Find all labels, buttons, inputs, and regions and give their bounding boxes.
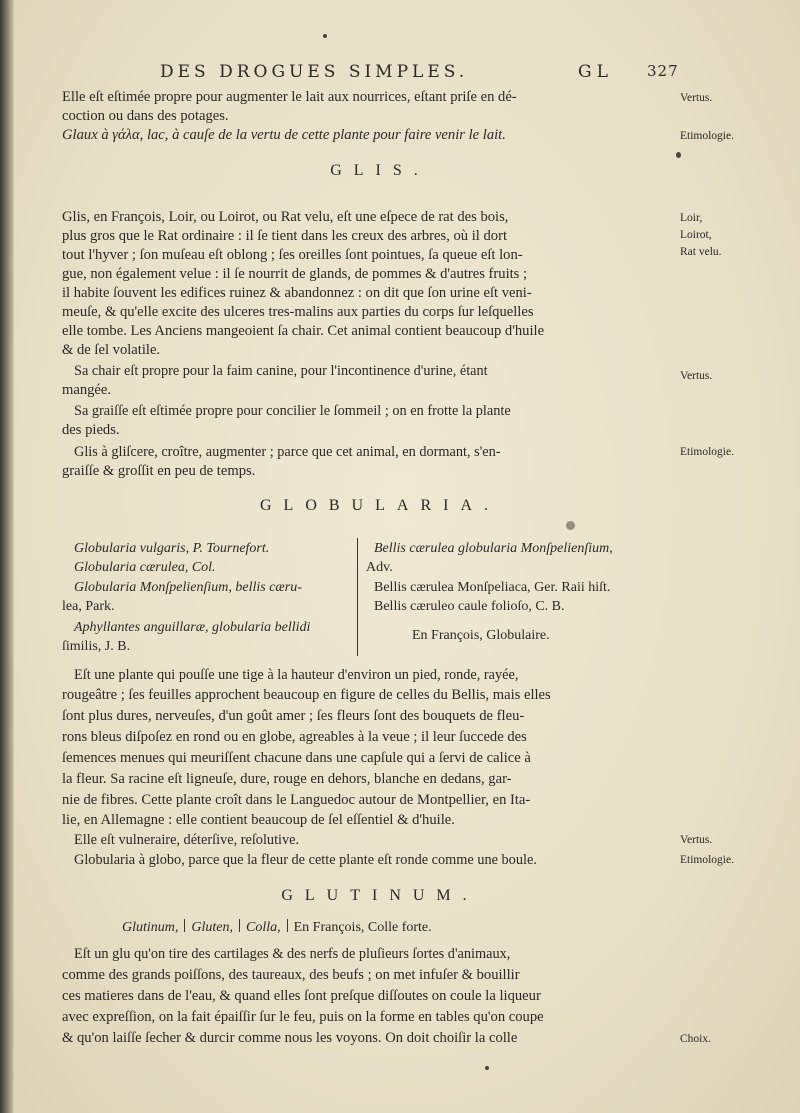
synonym: Adv. <box>366 560 393 575</box>
text-line: comme des grands poiſſons, des taureaux, des beufs ; on met infuſer & bouillir <box>62 967 520 983</box>
text-line: Glaux à γάλα, lac, à cauſe de la vertu de cette plante pour faire venir le lait. <box>62 127 506 143</box>
section-heading-glutinum: GLUTINUM. <box>281 887 479 904</box>
glutinum-synonyms <box>122 919 432 937</box>
synonym: Gluten, <box>191 920 233 935</box>
text-line: Eſt une plante qui pouſſe une tige à la hauteur d'environ un pied, ronde, rayée, <box>74 667 519 683</box>
synonym: ſimilis, J. B. <box>62 639 131 654</box>
margin-note: Etimologie. <box>680 446 734 458</box>
bracket-divider <box>184 919 185 932</box>
text-line: mangée. <box>62 382 112 398</box>
text-line: il habite ſouvent les edifices ruinez & abandonnez : on dit que ſon urine eſt veni- <box>62 285 532 301</box>
text-line: ſemences menues qui meuriſſent chacune dans une capſule qui a ſervi de calice à <box>62 750 531 766</box>
text-line: Eſt un glu qu'on tire des cartilages & des nerfs de pluſieurs ſortes d'animaux, <box>74 946 511 962</box>
text-line: ces matieres dans de l'eau, & quand elles ſont preſque diſſoutes on coule la liqueur <box>62 988 541 1004</box>
margin-note: Choix. <box>680 1033 711 1045</box>
ink-speck <box>485 1066 489 1070</box>
text-line: graiſſe & groſſit en peu de temps. <box>62 463 256 479</box>
synonym: Bellis cæruleo caule folioſo, C. B. <box>374 599 565 614</box>
text-line: nie de fibres. Cette plante croît dans le Languedoc autour de Montpellier, en Ita- <box>62 792 531 808</box>
text-line: plus gros que le Rat ordinaire : il ſe tient dans les creux des arbres, où il dort <box>62 228 507 244</box>
synonym: Aphyllantes anguillaræ, globularia bellidi <box>74 620 311 635</box>
bracket-divider <box>287 919 288 932</box>
synonym: lea, Park. <box>62 599 115 614</box>
running-title: DES DROGUES SIMPLES. <box>160 62 469 82</box>
bracket-divider <box>239 919 240 932</box>
text-line: Sa chair eſt propre pour la faim canine, pour l'incontinence d'urine, étant <box>74 363 488 379</box>
text-line: rons bleus diſpoſez en rond ou en globe, agreables à la veue ; il leur ſuccede des <box>62 729 527 745</box>
margin-note: Etimologie. <box>680 130 734 142</box>
ink-speck <box>676 152 681 158</box>
margin-note: Vertus. <box>680 92 713 104</box>
text-line: avec expreſſion, on la fait épaiſſir ſur le feu, puis on la forme en tables qu'on coupe <box>62 1009 544 1025</box>
page-number: 327 <box>647 62 679 80</box>
text-line: rougeâtre ; ſes feuilles approchent beaucoup en figure de celles du Bellis, mais elles <box>62 687 551 703</box>
margin-note: Rat velu. <box>680 246 722 258</box>
synonym: Globularia vulgaris, P. Tournefort. <box>74 541 270 556</box>
synonym: Bellis cærulea Monſpeliaca, Ger. Raii hiſt. <box>374 580 611 595</box>
synonym: Globularia cærulea, Col. <box>74 560 216 575</box>
text-line: la fleur. Sa racine eſt ligneuſe, dure, rouge en dehors, blanche en dedans, gar- <box>62 771 512 787</box>
section-heading-globularia: GLOBULARIA. <box>260 497 500 514</box>
text-line: Glis à gliſcere, croître, augmenter ; parce que cet animal, en dormant, s'en- <box>74 444 501 460</box>
text-line: gue, non également velue : il ſe nourrit de glands, de pommes & d'autres fruits ; <box>62 266 528 282</box>
text-line: des pieds. <box>62 422 120 438</box>
synonym: Colla, <box>246 920 281 935</box>
margin-note: Vertus. <box>680 834 713 846</box>
section-heading-glis: GLIS. <box>330 162 430 179</box>
text-line: & qu'on laiſſe ſecher & durcir comme nous les voyons. On doit choiſir la colle <box>62 1030 518 1046</box>
text-line: coction ou dans des potages. <box>62 108 229 124</box>
synonym: Globularia Monſpelienſium, bellis cæru- <box>74 580 302 595</box>
text-line: ſont plus dures, nerveuſes, d'un goût amer ; ſes fleurs ſont des bouquets de fleu- <box>62 708 525 724</box>
text-line: Sa graiſſe eſt eſtimée propre pour concilier le ſommeil ; on en frotte la plante <box>74 403 511 419</box>
synonym: En François, Globulaire. <box>412 628 550 643</box>
text-line: Elle eſt vulneraire, déterſive, reſolutive. <box>74 832 300 848</box>
text-line: meuſe, & qu'elle excite des ulceres tres-malins aux parties du corps ſur leſquelles <box>62 304 534 320</box>
text-line: Globularia à globo, parce que la fleur de cette plante eſt ronde comme une boule. <box>74 852 537 868</box>
margin-note: Loirot, <box>680 229 712 241</box>
margin-note: Loir, <box>680 212 703 224</box>
text-line: & de ſel volatile. <box>62 342 161 358</box>
text-line: tout l'hyver ; ſon muſeau eſt oblong ; ſes oreilles ſont pointues, ſa queue eſt lon- <box>62 247 523 263</box>
text-line: Glis, en François, Loir, ou Loirot, ou Rat velu, eſt une eſpece de rat des bois, <box>62 209 509 225</box>
synonym: En François, Colle forte. <box>293 920 432 935</box>
text-line: Elle eſt eſtimée propre pour augmenter le lait aux nourrices, eſtant priſe en dé- <box>62 89 517 105</box>
margin-note: Etimologie. <box>680 854 734 866</box>
ink-speck <box>323 34 327 38</box>
section-code: GL <box>578 62 613 82</box>
text-line: lie, en Allemagne : elle contient beaucoup de ſel eſſentiel & d'huile. <box>62 812 455 828</box>
synonym: Glutinum, <box>122 920 179 935</box>
column-divider <box>357 538 358 656</box>
ink-speck <box>566 521 575 530</box>
running-header <box>160 62 690 84</box>
text-line: elle tombe. Les Anciens mangeoient ſa chair. Cet animal contient beaucoup d'huile <box>62 323 545 339</box>
synonym: Bellis cærulea globularia Monſpelienſium, <box>374 541 613 556</box>
margin-note: Vertus. <box>680 370 713 382</box>
